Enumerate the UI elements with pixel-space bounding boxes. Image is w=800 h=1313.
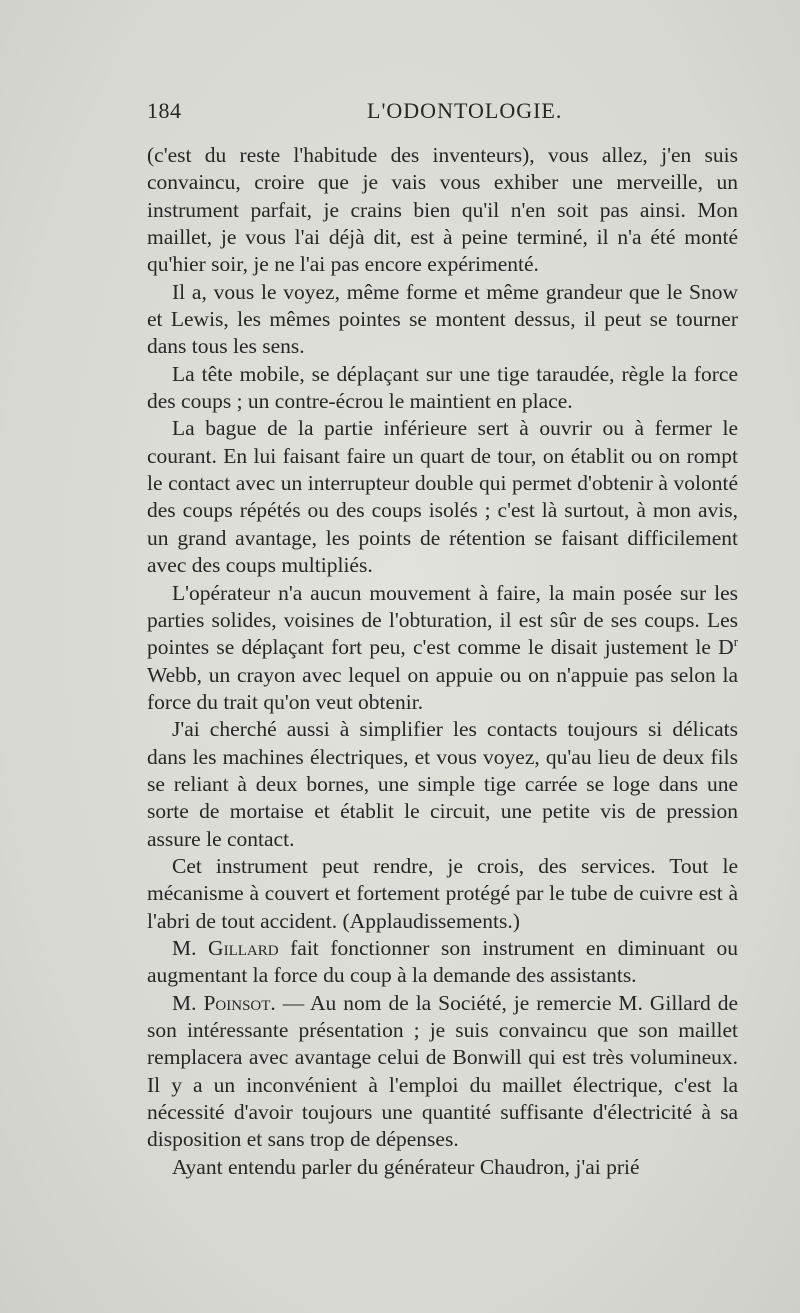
running-title: L'ODONTOLOGIE. <box>367 98 563 123</box>
paragraph-speaker-gillard <box>147 935 738 990</box>
paragraph-continuation: (c'est du reste l'habitude des inventeurs), vous allez, j'en suis convaincu, croire que je vais vous exhiber une merveille, un instrument parfait, je crains bien qu'il n'en soit pas ainsi. Mon maillet, je vous l'ai déjà dit, est à peine terminé, il n'a été monté qu'hier soir, je ne l'ai pas encore expérimenté. <box>147 143 738 277</box>
speaker-name: Poinsot <box>203 990 271 1015</box>
body-text <box>147 142 738 1181</box>
paragraph: La tête mobile, se déplaçant sur une tige taraudée, règle la force des coups ; un contre-écrou le maintient en place. <box>147 361 738 414</box>
paragraph: Ayant entendu parler du générateur Chaudron, j'ai prié <box>172 1154 640 1179</box>
superscript: r <box>733 635 738 650</box>
paragraph: Cet instrument peut rendre, je crois, des services. Tout le mécanisme à couvert et fortement protégé par le tube de cuivre est à l'abri de tout accident. (Applaudissements.) <box>147 853 738 933</box>
paragraph: J'ai cherché aussi à simplifier les contacts toujours si délicats dans les machines électriques, et vous voyez, qu'au lieu de deux fils se reliant à deux bornes, une simple tige carrée se loge dans une sorte de mortaise et établit le circuit, une petite vis de pression assure le contact. <box>147 717 738 851</box>
paragraph: La bague de la partie inférieure sert à ouvrir ou à fermer le courant. En lui faisant faire un quart de tour, on établit ou on rompt le contact avec un interrupteur double qui permet d'obtenir à volonté des coups répétés ou des coups isolés ; c'est là surtout, à mon avis, un grand avantage, les points de rétention se faisant difficilement avec des coups multipliés. <box>147 416 738 578</box>
speaker-prefix: M. <box>172 990 204 1015</box>
speaker-name: Gillard <box>208 935 279 960</box>
speaker-text: fait fonctionner son instrument en diminuant ou augmentant la force du coup à la demande des assistants. <box>147 935 738 988</box>
speaker-text: . — Au nom de la Société, je remercie M. Gillard de son intéressante présentation ; je suis convaincu que son maillet remplacera avec avantage celui de Bonwill qui est très volumineux. Il y a un inconvénient à l'emploi du maillet électrique, c'est la nécessité d'avoir toujours une quantité suffisante d'électricité à sa disposition et sans trop de dépenses. <box>147 990 738 1152</box>
paragraph: Il a, vous le voyez, même forme et même grandeur que le Snow et Lewis, les mêmes pointes se montent dessus, il peut se tourner dans tous les sens. <box>147 279 738 359</box>
paragraph-speaker-poinsot <box>147 990 738 1154</box>
text-run: L'opérateur n'a aucun mouvement à faire, la main posée sur les parties solides, voisines de l'obturation, il est sûr de ses coups. Les pointes se déplaçant fort peu, c'est comme le disait justement le D <box>147 580 738 660</box>
paragraph <box>147 580 738 717</box>
page-number: 184 <box>147 98 182 123</box>
text-run: Webb, un crayon avec lequel on appuie ou on n'appuie pas selon la force du trait qu'on veut obtenir. <box>147 662 738 714</box>
page-header <box>147 98 738 128</box>
speaker-prefix: M. <box>172 935 209 960</box>
